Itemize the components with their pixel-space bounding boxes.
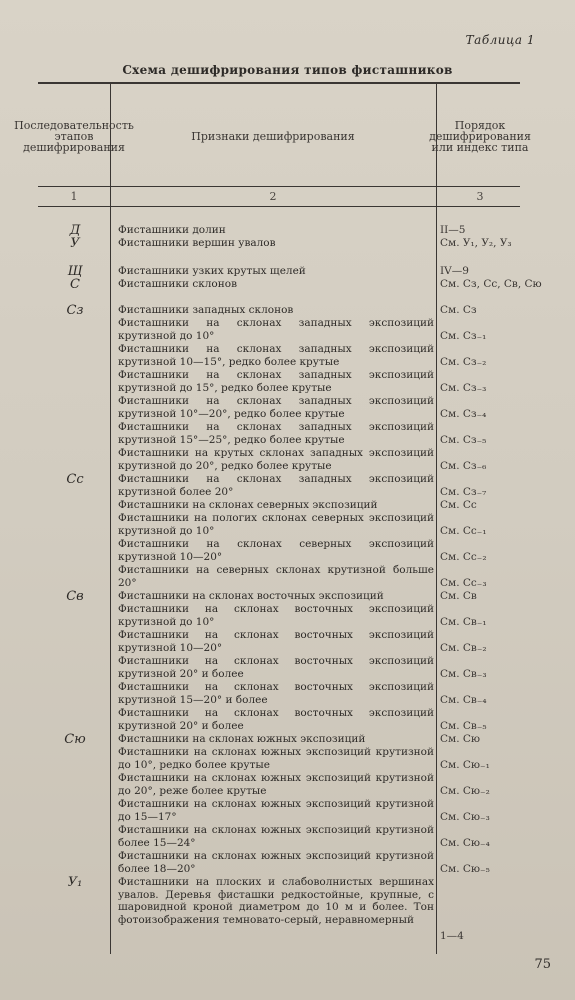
row-reference: См. Сз₋₅ [440, 434, 487, 446]
column-number-3: 3 [476, 190, 484, 203]
column-number-2: 2 [269, 190, 277, 203]
row-description: Фисташники на склонах северных экспозиций крутизной 10—20° [118, 538, 434, 563]
row-index: Сю [64, 732, 86, 747]
row-description: Фисташники на северных склонах крутизной больше 20° [118, 564, 434, 589]
row-description: Фисташники на склонах западных экспозиций крутизной 10—15°, редко более крутые [118, 343, 434, 368]
row-index: У₁ [67, 875, 83, 890]
row-reference: См. Сю₋₅ [440, 863, 490, 875]
row-reference: См. Св [440, 590, 477, 602]
header-features-text: Признаки дешифрирования [191, 129, 355, 143]
row-reference: См. Сз₋₇ [440, 486, 487, 498]
row-index: Щ [67, 264, 83, 279]
row-index: Св [66, 589, 84, 604]
row-description: Фисташники на склонах южных экспозиций крутизной более 15—24° [118, 824, 434, 849]
row-description: Фисташники на склонах северных экспозиций [118, 499, 378, 511]
row-reference: См. Сз [440, 304, 477, 316]
row-reference: См. Сз, Сс, Св, Сю [440, 278, 542, 290]
row-description: Фисташники узких крутых щелей [118, 265, 306, 277]
row-description: Фисташники вершин увалов [118, 237, 276, 249]
row-description: Фисташники на склонах восточных экспозиций крутизной 10—20° [118, 629, 434, 654]
row-reference: См. Сю [440, 733, 481, 745]
row-reference: См. Сю₋₂ [440, 785, 490, 797]
row-reference: См. Сю₋₁ [440, 759, 490, 771]
table-title: Схема дешифрирования типов фисташников [122, 63, 453, 77]
row-description: Фисташники на плоских и слабоволнистых вершинах увалов. Деревья фисташки редкостойные, крупные, с шаровидной кроной диаметром до 10 м и более. Тон фотоизображения темновато-серый, неравномерный [118, 876, 434, 926]
row-reference: 1—4 [440, 930, 464, 942]
column-number-1: 1 [70, 190, 78, 203]
row-reference: См. Сз₋₄ [440, 408, 487, 420]
row-index: Сс [66, 472, 84, 487]
row-reference: См. Сс₋₁ [440, 525, 487, 537]
header-sequence-text: Последовательность этапов дешифрирования [14, 118, 134, 154]
row-reference: См. У₁, У₂, У₃ [440, 237, 512, 249]
row-description: Фисташники на склонах западных экспозиций крутизной более 20° [118, 473, 434, 498]
row-reference: IV—9 [440, 265, 469, 277]
row-description: Фисташники на склонах восточных экспозиций крутизной 20° и более [118, 707, 434, 732]
column-divider-left [110, 84, 111, 954]
row-index: Д [69, 223, 81, 238]
row-reference: См. Сз₋₆ [440, 460, 487, 472]
row-description: Фисташники западных склонов [118, 304, 294, 316]
row-reference: См. Сс [440, 499, 477, 511]
row-description: Фисташники на склонах южных экспозиций [118, 733, 366, 745]
row-reference: См. Сс₋₃ [440, 577, 487, 589]
row-reference: См. Сз₋₂ [440, 356, 487, 368]
header-sequence [14, 88, 134, 184]
row-reference: См. Сю₋₄ [440, 837, 490, 849]
row-description: Фисташники на склонах восточных экспозиций крутизной 20° и более [118, 655, 434, 680]
row-reference: См. Сс₋₂ [440, 551, 487, 563]
row-description: Фисташники на склонах южных экспозиций крутизной более 18—20° [118, 850, 434, 875]
row-reference: См. Сю₋₃ [440, 811, 490, 823]
row-reference: См. Св₋₅ [440, 720, 487, 732]
row-reference: См. Св₋₁ [440, 616, 487, 628]
row-index: С [70, 277, 80, 292]
row-description: Фисташники на склонах южных экспозиций крутизной до 10°, редко более крутые [118, 746, 434, 771]
row-reference: См. Сз₋₃ [440, 382, 487, 394]
row-description: Фисташники на склонах западных экспозиций крутизной 10°—20°, редко более крутые [118, 395, 434, 420]
header-features [112, 88, 434, 184]
row-description: Фисташники на склонах восточных экспозиций крутизной 15—20° и более [118, 681, 434, 706]
table-label: Таблица 1 [465, 33, 535, 47]
row-description: Фисташники на склонах западных экспозиций крутизной до 10° [118, 317, 434, 342]
row-description: Фисташники склонов [118, 278, 237, 290]
row-description: Фисташники на крутых склонах западных экспозиций крутизной до 20°, редко более крутые [118, 447, 434, 472]
row-description: Фисташники на склонах южных экспозиций крутизной до 20°, реже более крутые [118, 772, 434, 797]
row-description: Фисташники на склонах западных экспозиций крутизной 15°—25°, редко более крутые [118, 421, 434, 446]
row-reference: См. Сз₋₁ [440, 330, 487, 342]
row-description: Фисташники на пологих склонах северных экспозиций крутизной до 10° [118, 512, 434, 537]
row-reference: См. Св₋₂ [440, 642, 487, 654]
header-order-text: Порядок дешифрирования или индекс типа [429, 118, 531, 154]
column-divider-right [436, 84, 437, 954]
header-order [429, 88, 531, 184]
row-description: Фисташники долин [118, 224, 226, 236]
row-index: Сз [66, 303, 84, 318]
row-description: Фисташники на склонах восточных экспозиций [118, 590, 384, 602]
row-reference: См. Св₋₄ [440, 694, 487, 706]
row-index: У [70, 236, 80, 251]
row-description: Фисташники на склонах западных экспозиций крутизной до 15°, редко более крутые [118, 369, 434, 394]
row-description: Фисташники на склонах восточных экспозиций крутизной до 10° [118, 603, 434, 628]
row-reference: См. Св₋₃ [440, 668, 487, 680]
row-description: Фисташники на склонах южных экспозиций крутизной до 15—17° [118, 798, 434, 823]
row-reference: II—5 [440, 224, 466, 236]
page-number: 75 [534, 957, 551, 972]
